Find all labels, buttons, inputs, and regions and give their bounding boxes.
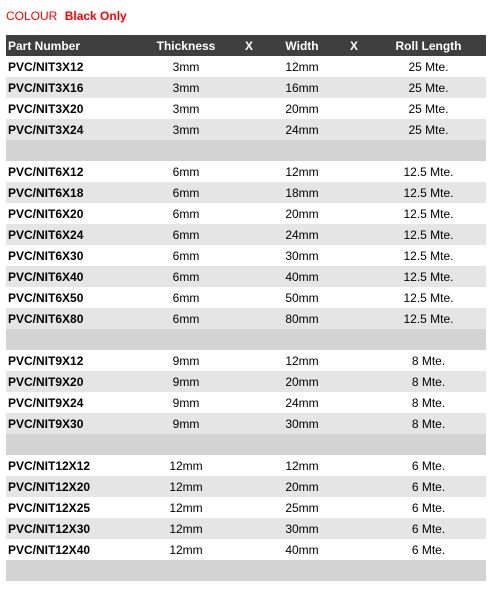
roll-length-cell: 12.5 Mte. <box>403 248 454 263</box>
width-cell: 40mm <box>285 542 319 557</box>
width-cell: 20mm <box>285 479 319 494</box>
part-number-cell: PVC/NIT9X24 <box>8 395 84 410</box>
width-cell: 25mm <box>285 500 319 515</box>
thickness-cell: 12mm <box>169 521 203 536</box>
table-row <box>6 455 486 476</box>
width-cell: 80mm <box>285 311 319 326</box>
thickness-cell: 6mm <box>172 164 200 179</box>
roll-length-cell: 12.5 Mte. <box>403 290 454 305</box>
table-row <box>6 266 486 287</box>
column-header-thickness: Thickness <box>156 38 216 53</box>
roll-length-cell: 6 Mte. <box>411 542 446 557</box>
part-number-cell: PVC/NIT12X12 <box>8 458 91 473</box>
roll-length-cell: 12.5 Mte. <box>403 227 454 242</box>
product-spec-table <box>6 35 486 581</box>
table-row <box>6 371 486 392</box>
table-row <box>6 245 486 266</box>
colour-value: Black Only <box>64 9 127 23</box>
width-cell: 20mm <box>285 206 319 221</box>
roll-length-cell: 6 Mte. <box>411 458 446 473</box>
roll-length-cell: 6 Mte. <box>411 479 446 494</box>
table-row <box>6 287 486 308</box>
thickness-cell: 9mm <box>172 416 200 431</box>
roll-length-cell: 6 Mte. <box>411 521 446 536</box>
width-cell: 12mm <box>285 164 319 179</box>
table-row <box>6 518 486 539</box>
roll-length-cell: 8 Mte. <box>411 395 446 410</box>
width-cell: 30mm <box>285 521 319 536</box>
part-number-cell: PVC/NIT6X24 <box>8 227 84 242</box>
thickness-cell: 12mm <box>169 458 203 473</box>
column-header-roll-length: Roll Length <box>395 38 462 53</box>
part-number-cell: PVC/NIT6X30 <box>8 248 84 263</box>
width-cell: 12mm <box>285 59 319 74</box>
table-row <box>6 350 486 371</box>
part-number-cell: PVC/NIT6X20 <box>8 206 84 221</box>
roll-length-cell: 8 Mte. <box>411 353 446 368</box>
colour-label: COLOUR <box>6 9 58 23</box>
table-row <box>6 77 486 98</box>
roll-length-cell: 25 Mte. <box>408 59 449 74</box>
table-row <box>6 308 486 329</box>
table-body <box>6 56 486 581</box>
part-number-cell: PVC/NIT3X20 <box>8 101 84 116</box>
part-number-cell: PVC/NIT6X40 <box>8 269 84 284</box>
table-row <box>6 392 486 413</box>
table-row <box>6 224 486 245</box>
roll-length-cell: 12.5 Mte. <box>403 269 454 284</box>
part-number-cell: PVC/NIT6X50 <box>8 290 84 305</box>
width-cell: 24mm <box>285 395 319 410</box>
thickness-cell: 9mm <box>172 395 200 410</box>
thickness-cell: 6mm <box>172 227 200 242</box>
table-row <box>6 182 486 203</box>
part-number-cell: PVC/NIT9X30 <box>8 416 84 431</box>
roll-length-cell: 12.5 Mte. <box>403 185 454 200</box>
width-cell: 20mm <box>285 374 319 389</box>
part-number-cell: PVC/NIT6X80 <box>8 311 84 326</box>
table-row <box>6 539 486 560</box>
table-header-row <box>6 35 486 56</box>
width-cell: 18mm <box>285 185 319 200</box>
thickness-cell: 9mm <box>172 353 200 368</box>
column-header-x-1: X <box>244 38 253 53</box>
roll-length-cell: 25 Mte. <box>408 80 449 95</box>
thickness-cell: 9mm <box>172 374 200 389</box>
table-row <box>6 119 486 140</box>
roll-length-cell: 25 Mte. <box>408 101 449 116</box>
width-cell: 12mm <box>285 458 319 473</box>
part-number-cell: PVC/NIT6X18 <box>8 185 84 200</box>
thickness-cell: 6mm <box>172 206 200 221</box>
part-number-cell: PVC/NIT12X30 <box>8 521 91 536</box>
thickness-cell: 6mm <box>172 290 200 305</box>
width-cell: 30mm <box>285 416 319 431</box>
thickness-cell: 12mm <box>169 542 203 557</box>
part-number-cell: PVC/NIT9X12 <box>8 353 84 368</box>
column-header-part-number: Part Number <box>8 38 81 53</box>
width-cell: 24mm <box>285 227 319 242</box>
thickness-cell: 6mm <box>172 269 200 284</box>
roll-length-cell: 8 Mte. <box>411 416 446 431</box>
part-number-cell: PVC/NIT6X12 <box>8 164 84 179</box>
thickness-cell: 6mm <box>172 311 200 326</box>
part-number-cell: PVC/NIT3X12 <box>8 59 84 74</box>
thickness-cell: 3mm <box>172 101 200 116</box>
thickness-cell: 12mm <box>169 500 203 515</box>
table-row <box>6 413 486 434</box>
width-cell: 30mm <box>285 248 319 263</box>
roll-length-cell: 12.5 Mte. <box>403 164 454 179</box>
table-row <box>6 203 486 224</box>
table-row <box>6 497 486 518</box>
table-row <box>6 98 486 119</box>
thickness-cell: 3mm <box>172 122 200 137</box>
part-number-cell: PVC/NIT9X20 <box>8 374 84 389</box>
part-number-cell: PVC/NIT12X40 <box>8 542 91 557</box>
part-number-cell: PVC/NIT12X25 <box>8 500 91 515</box>
colour-heading <box>6 8 127 24</box>
thickness-cell: 3mm <box>172 59 200 74</box>
column-header-x-2: X <box>349 38 358 53</box>
table-row <box>6 56 486 77</box>
thickness-cell: 3mm <box>172 80 200 95</box>
part-number-cell: PVC/NIT3X24 <box>8 122 84 137</box>
thickness-cell: 12mm <box>169 479 203 494</box>
table-row <box>6 476 486 497</box>
part-number-cell: PVC/NIT12X20 <box>8 479 91 494</box>
width-cell: 24mm <box>285 122 319 137</box>
width-cell: 20mm <box>285 101 319 116</box>
roll-length-cell: 12.5 Mte. <box>403 311 454 326</box>
thickness-cell: 6mm <box>172 248 200 263</box>
group-separator-row <box>6 140 486 161</box>
group-separator-row <box>6 560 486 581</box>
width-cell: 16mm <box>285 80 319 95</box>
table-row <box>6 161 486 182</box>
part-number-cell: PVC/NIT3X16 <box>8 80 84 95</box>
width-cell: 50mm <box>285 290 319 305</box>
width-cell: 12mm <box>285 353 319 368</box>
roll-length-cell: 12.5 Mte. <box>403 206 454 221</box>
thickness-cell: 6mm <box>172 185 200 200</box>
group-separator-row <box>6 329 486 350</box>
group-separator-row <box>6 434 486 455</box>
roll-length-cell: 8 Mte. <box>411 374 446 389</box>
width-cell: 40mm <box>285 269 319 284</box>
roll-length-cell: 6 Mte. <box>411 500 446 515</box>
roll-length-cell: 25 Mte. <box>408 122 449 137</box>
column-header-width: Width <box>285 38 319 53</box>
